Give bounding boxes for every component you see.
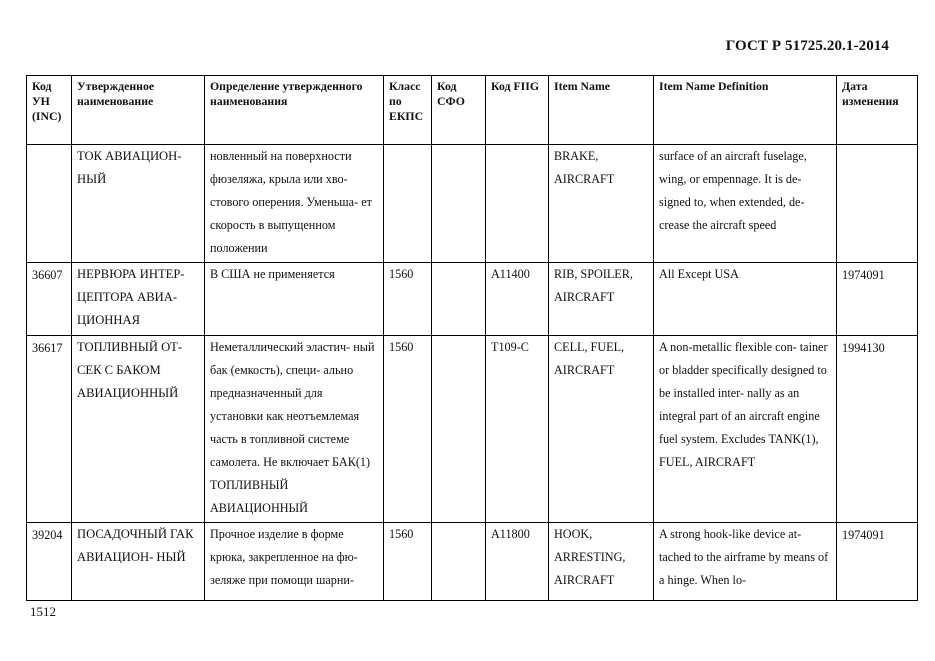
cell-item-definition: A strong hook-like device at- tached to the airframe by means of a hinge. When lo- (654, 523, 837, 601)
cell-code: 39204 (27, 523, 72, 601)
table-row (27, 523, 918, 601)
cell-sfo (432, 263, 486, 336)
cell-date: 1994130 (837, 336, 918, 523)
cell-approved-name: ТОК АВИАЦИОН- НЫЙ (72, 145, 205, 263)
cell-approved-name: ТОПЛИВНЫЙ ОТ- СЕК С БАКОМ АВИАЦИОННЫЙ (72, 336, 205, 523)
cell-fiig: T109-C (486, 336, 549, 523)
table-row (27, 263, 918, 336)
cell-sfo (432, 145, 486, 263)
cell-approved-name: НЕРВЮРА ИНТЕР- ЦЕПТОРА АВИА- ЦИОННАЯ (72, 263, 205, 336)
cell-code: 36617 (27, 336, 72, 523)
page-number: 1512 (30, 604, 56, 619)
cell-item-name: HOOK, ARRESTING, AIRCRAFT (549, 523, 654, 601)
cell-date (837, 145, 918, 263)
header-definition: Определение утвержденного наименования (205, 76, 384, 145)
cell-code (27, 145, 72, 263)
header-item-name-definition: Item Name Definition (654, 76, 837, 145)
header-ekps-class: Класс по ЕКПС (384, 76, 432, 145)
cell-sfo (432, 523, 486, 601)
header-approved-name: Утвержденное наименование (72, 76, 205, 145)
cell-fiig (486, 145, 549, 263)
header-code-un: Код УН (INC) (27, 76, 72, 145)
cell-class (384, 145, 432, 263)
cell-item-name: RIB, SPOILER, AIRCRAFT (549, 263, 654, 336)
cell-class: 1560 (384, 523, 432, 601)
cell-date: 1974091 (837, 523, 918, 601)
cell-definition: В США не применяется (205, 263, 384, 336)
cell-code: 36607 (27, 263, 72, 336)
cell-class: 1560 (384, 263, 432, 336)
cell-item-definition: A non-metallic flexible con- tainer or bladder specifically designed to be installed inter- nally as an integral part of an aircraft engine fuel system. Excludes TANK(1), FUEL, AIRCRAFT (654, 336, 837, 523)
cell-class: 1560 (384, 336, 432, 523)
cell-fiig: A11400 (486, 263, 549, 336)
cell-item-name: CELL, FUEL, AIRCRAFT (549, 336, 654, 523)
table-header-row (27, 76, 918, 145)
table-row (27, 336, 918, 523)
cell-item-name: BRAKE, AIRCRAFT (549, 145, 654, 263)
header-change-date: Дата изменения (837, 76, 918, 145)
cell-definition: новленный на поверхности фюзеляжа, крыла или хво- стового оперения. Уменьша- ет скорость в выпущенном положении (205, 145, 384, 263)
table-row (27, 145, 918, 263)
header-item-name: Item Name (549, 76, 654, 145)
cell-sfo (432, 336, 486, 523)
cell-fiig: A11800 (486, 523, 549, 601)
catalog-table (26, 75, 918, 601)
cell-definition: Неметаллический эластич- ный бак (емкость), специ- ально предназначенный для установки как неотъемлемая часть в топливной системе самолета. Не включает БАК(1) ТОПЛИВНЫЙ АВИАЦИОННЫЙ (205, 336, 384, 523)
document-standard-number: ГОСТ Р 51725.20.1-2014 (725, 38, 889, 54)
cell-item-definition: surface of an aircraft fuselage, wing, or empennage. It is de- signed to, when extended, de- crease the aircraft speed (654, 145, 837, 263)
header-fiig-code: Код FIIG (486, 76, 549, 145)
cell-definition: Прочное изделие в форме крюка, закрепленное на фю- зеляже при помощи шарни- (205, 523, 384, 601)
header-sfo-code: Код СФО (432, 76, 486, 145)
cell-approved-name: ПОСАДОЧНЫЙ ГАК АВИАЦИОН- НЫЙ (72, 523, 205, 601)
cell-date: 1974091 (837, 263, 918, 336)
cell-item-definition: All Except USA (654, 263, 837, 336)
